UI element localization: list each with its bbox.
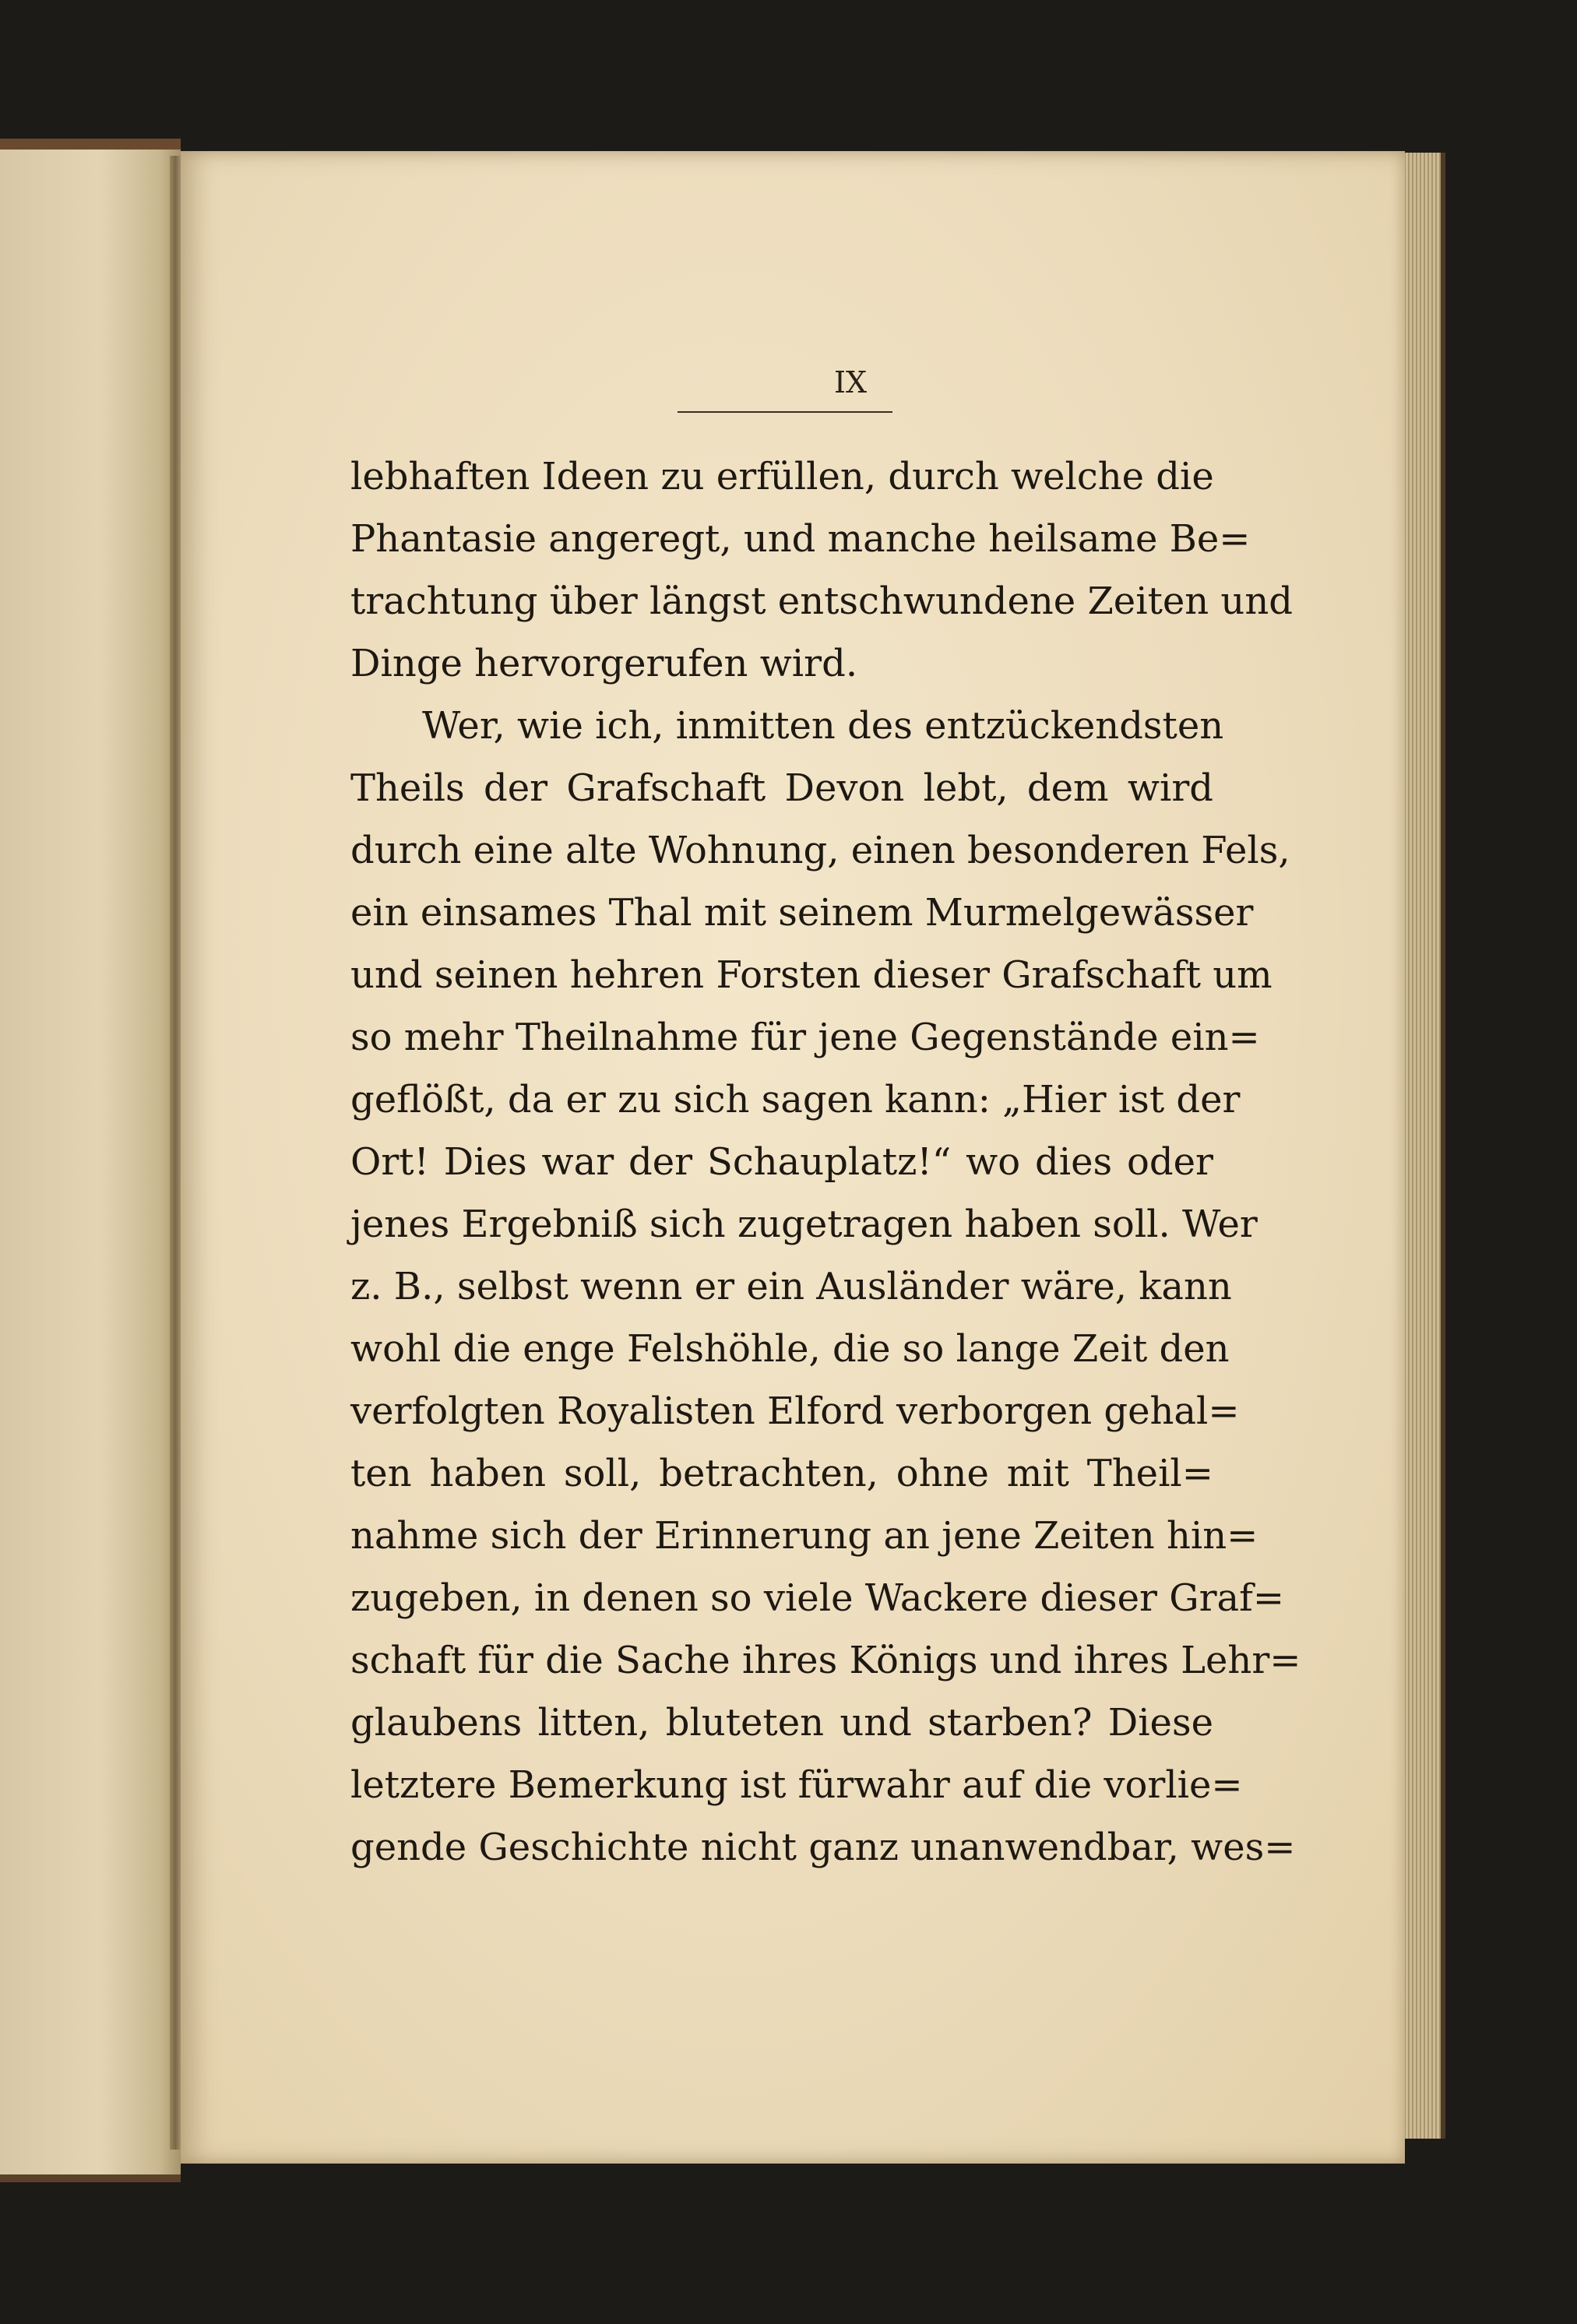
body-text (350, 445, 1301, 1879)
text-line: so mehr Theilnahme für jene Gegenstände ein= (350, 1016, 1260, 1059)
text-line: Phantasie angeregt, und manche heilsame Be= (350, 517, 1251, 561)
text-line: nahme sich der Erinnerung an jene Zeiten hin= (350, 1514, 1258, 1558)
text-line: und seinen hehren Forsten dieser Grafschaft um (350, 953, 1273, 997)
text-line: lebhaften Ideen zu erfüllen, durch welche die (350, 455, 1214, 498)
text-line: wohl die enge Felshöhle, die so lange Zeit den (350, 1327, 1230, 1371)
left-page-edge (0, 139, 181, 2182)
text-line: glaubens litten, bluteten und starben? Diese (350, 1701, 1213, 1745)
text-line: Wer, wie ich, inmitten des entzückendsten (422, 704, 1224, 748)
text-line: trachtung über längst entschwundene Zeiten und (350, 579, 1293, 623)
text-line: Ort! Dies war der Schauplatz!“ wo dies oder (350, 1140, 1213, 1184)
text-line: jenes Ergebniß sich zugetragen haben soll. Wer (350, 1202, 1258, 1246)
text-line: ein einsames Thal mit seinem Murmelgewässer (350, 891, 1254, 935)
text-line: verfolgten Royalisten Elford verborgen gehal= (350, 1389, 1240, 1433)
text-line: letztere Bemerkung ist fürwahr auf die vorlie= (350, 1763, 1243, 1807)
text-line: gende Geschichte nicht ganz unanwendbar, wes= (350, 1826, 1296, 1869)
text-line: durch eine alte Wohnung, einen besonderen Fels, (350, 829, 1290, 872)
text-line: ten haben soll, betrachten, ohne mit Theil= (350, 1452, 1213, 1495)
right-page (181, 151, 1405, 2164)
header-rule (678, 411, 892, 413)
text-line: z. B., selbst wenn er ein Ausländer wäre, kann (350, 1265, 1232, 1308)
text-line: zugeben, in denen so viele Wackere dieser Graf= (350, 1576, 1285, 1620)
page-number: IX (833, 365, 868, 400)
text-line: Theils der Grafschaft Devon lebt, dem wird (350, 766, 1213, 810)
text-line: Dinge hervorgerufen wird. (350, 642, 858, 685)
text-line: geflößt, da er zu sich sagen kann: „Hier ist der (350, 1078, 1241, 1122)
text-line: schaft für die Sache ihres Königs und ihres Lehr= (350, 1639, 1301, 1682)
